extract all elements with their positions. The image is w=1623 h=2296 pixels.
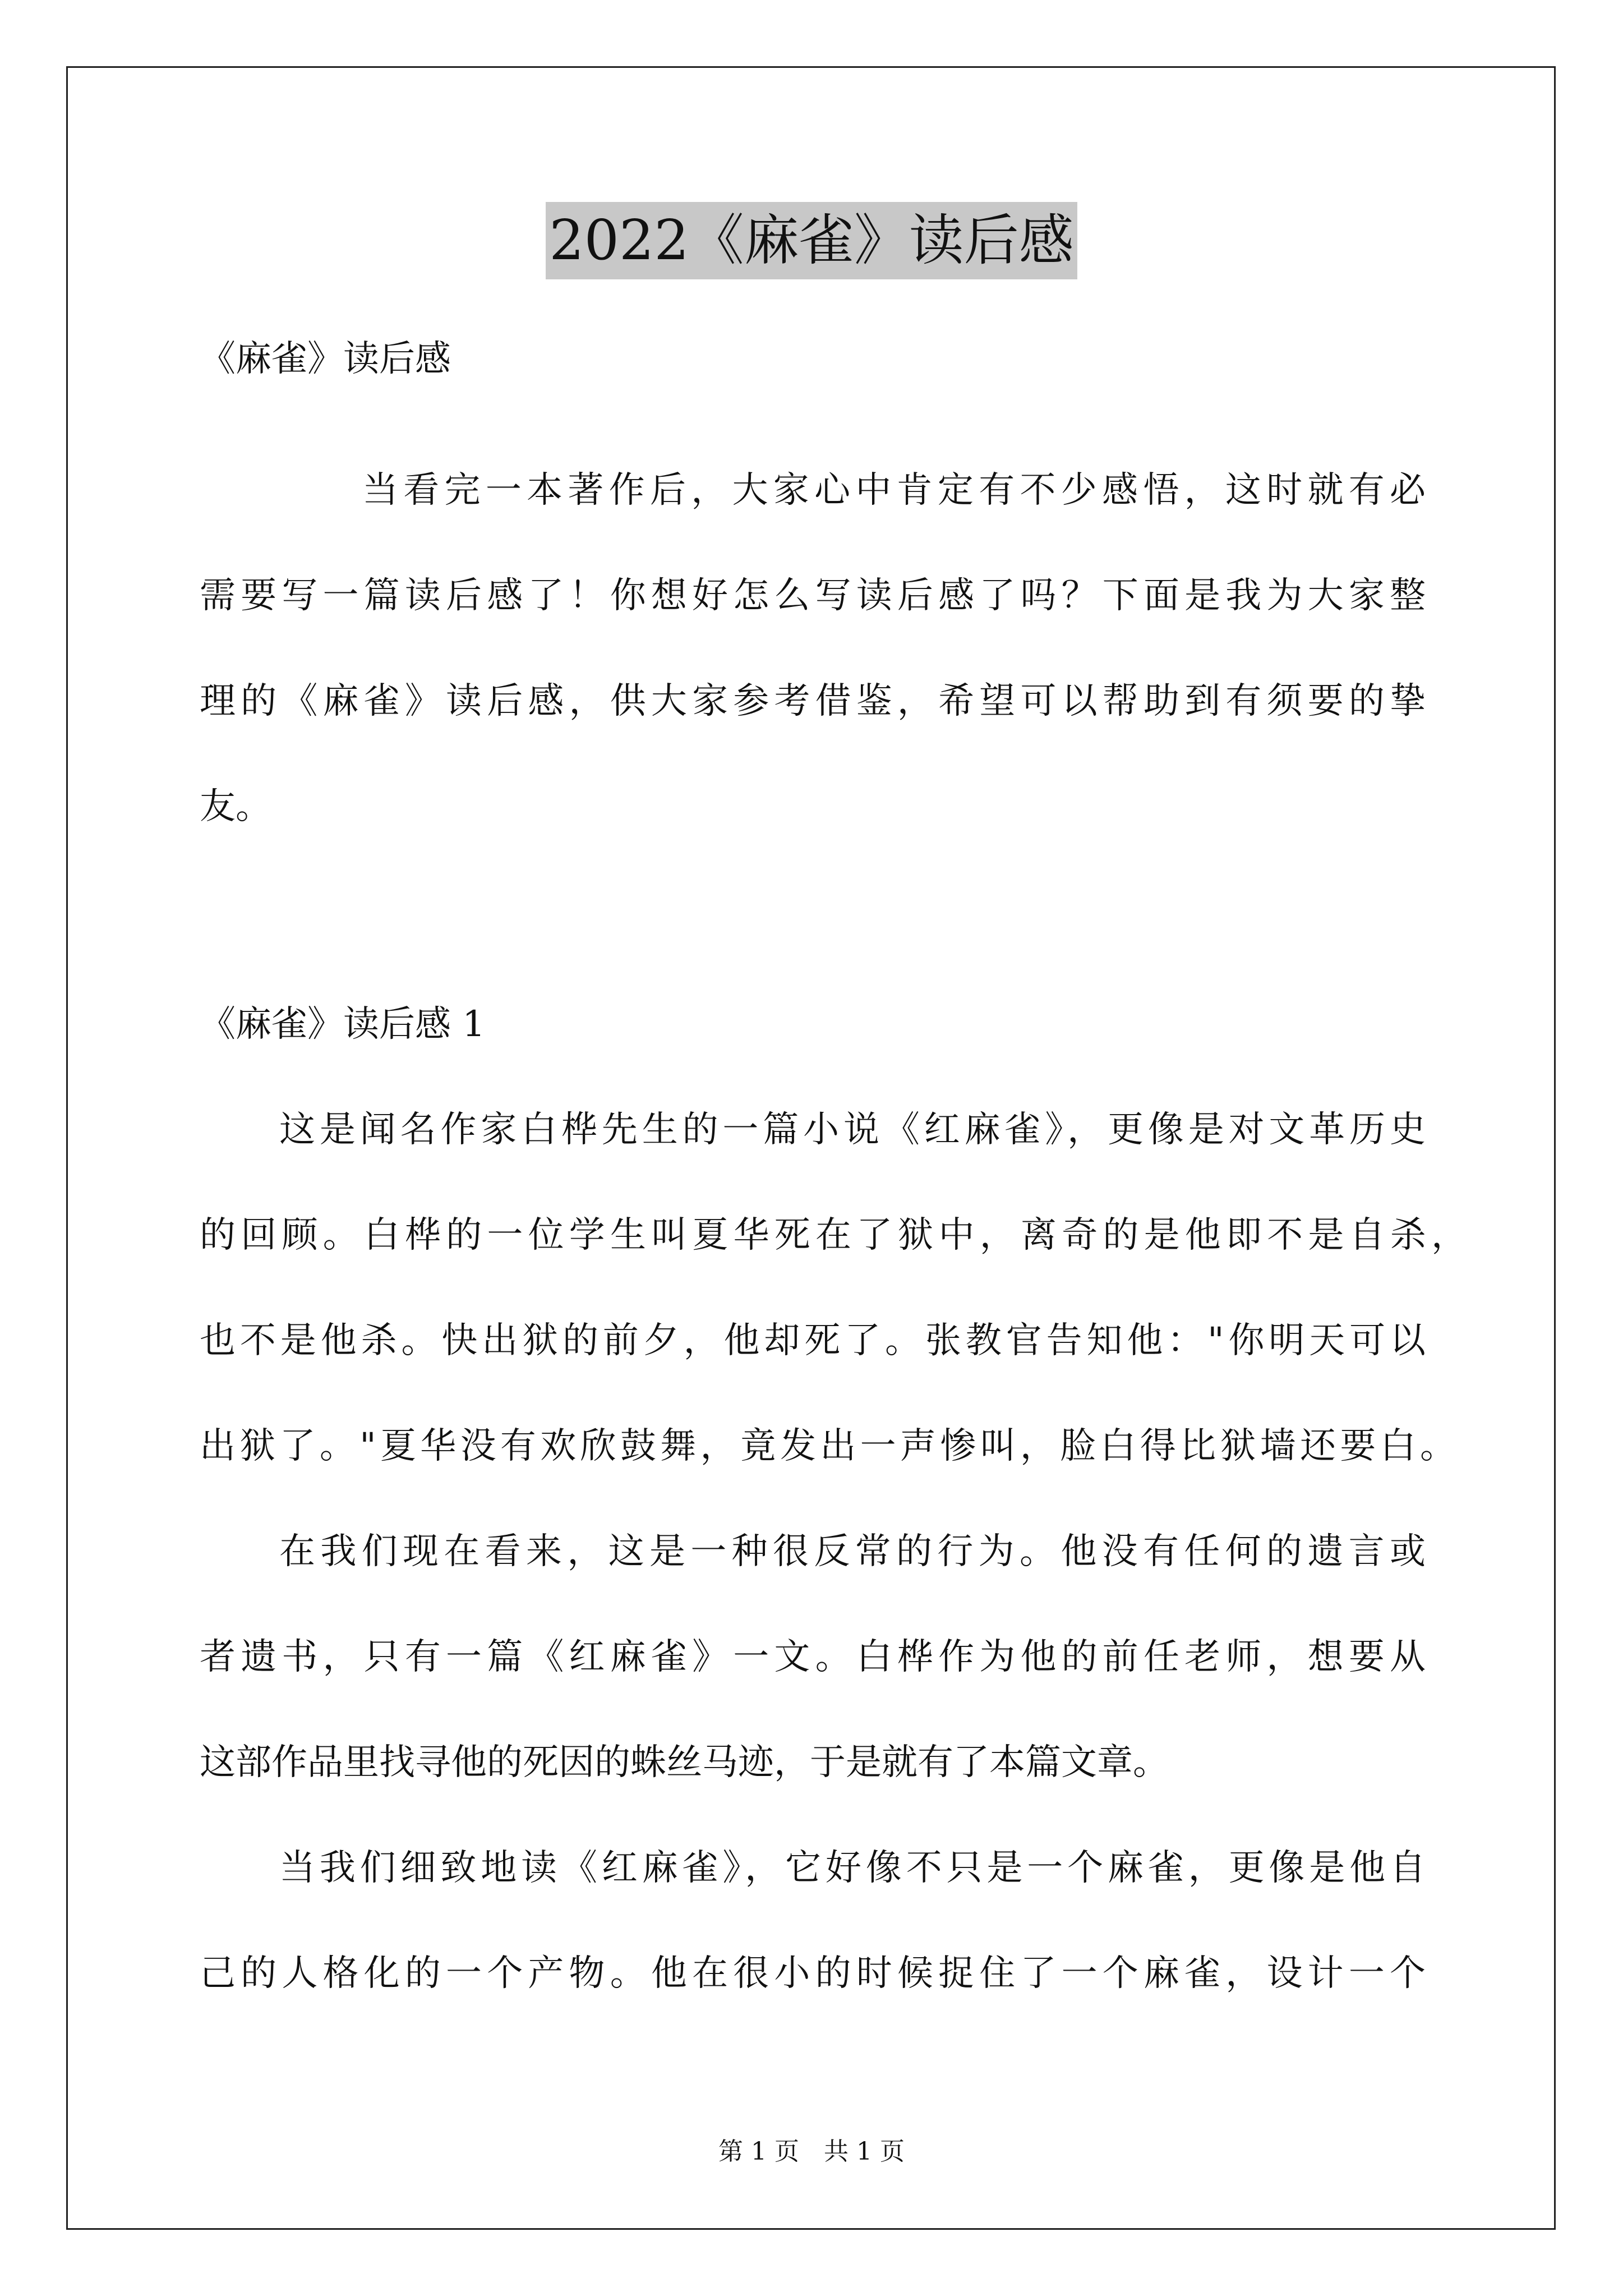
paragraph-line: 友。 xyxy=(200,786,271,827)
section-heading: 《麻雀》读后感 1 xyxy=(200,1004,486,1045)
section-heading: 《麻雀》读后感 xyxy=(200,338,451,380)
paragraph-line: 己的人格化的一个产物。他在很小的时候捉住了一个麻雀，设计一个 xyxy=(200,1953,1426,1994)
paragraph-line: 在我们现在看来，这是一种很反常的行为。他没有任何的遗言或 xyxy=(279,1531,1426,1572)
paragraph-line: 需要写一篇读后感了！你想好怎么写读后感了吗？下面是我为大家整 xyxy=(200,575,1426,616)
paragraph-line: 当我们细致地读《红麻雀》，它好像不只是一个麻雀，更像是他自 xyxy=(279,1847,1426,1889)
paragraph-line: 也不是他杀。快出狱的前夕，他却死了。张教官告知他："你明天可以 xyxy=(200,1320,1426,1361)
paragraph-line: 这是闻名作家白桦先生的一篇小说《红麻雀》，更像是对文革历史 xyxy=(279,1109,1426,1151)
paragraph-line: 当看完一本著作后，大家心中肯定有不少感悟，这时就有必 xyxy=(362,470,1426,511)
paragraph-line: 理的《麻雀》读后感，供大家参考借鉴，希望可以帮助到有须要的挚 xyxy=(200,680,1426,722)
paragraph-line: 出狱了。"夏华没有欢欣鼓舞，竟发出一声惨叫，脸白得比狱墙还要白。 xyxy=(200,1425,1456,1467)
document-title: 2022《麻雀》读后感 xyxy=(546,202,1077,279)
paragraph-line: 这部作品里找寻他的死因的蛛丝马迹，于是就有了本篇文章。 xyxy=(200,1742,1169,1783)
page-footer: 第 1 页 共 1 页 xyxy=(718,2137,905,2166)
paragraph-line: 者遗书，只有一篇《红麻雀》一文。白桦作为他的前任老师，想要从 xyxy=(200,1636,1426,1678)
title-container xyxy=(0,202,1623,279)
paragraph-line: 的回顾。白桦的一位学生叫夏华死在了狱中，离奇的是他即不是自杀， xyxy=(200,1214,1467,1256)
